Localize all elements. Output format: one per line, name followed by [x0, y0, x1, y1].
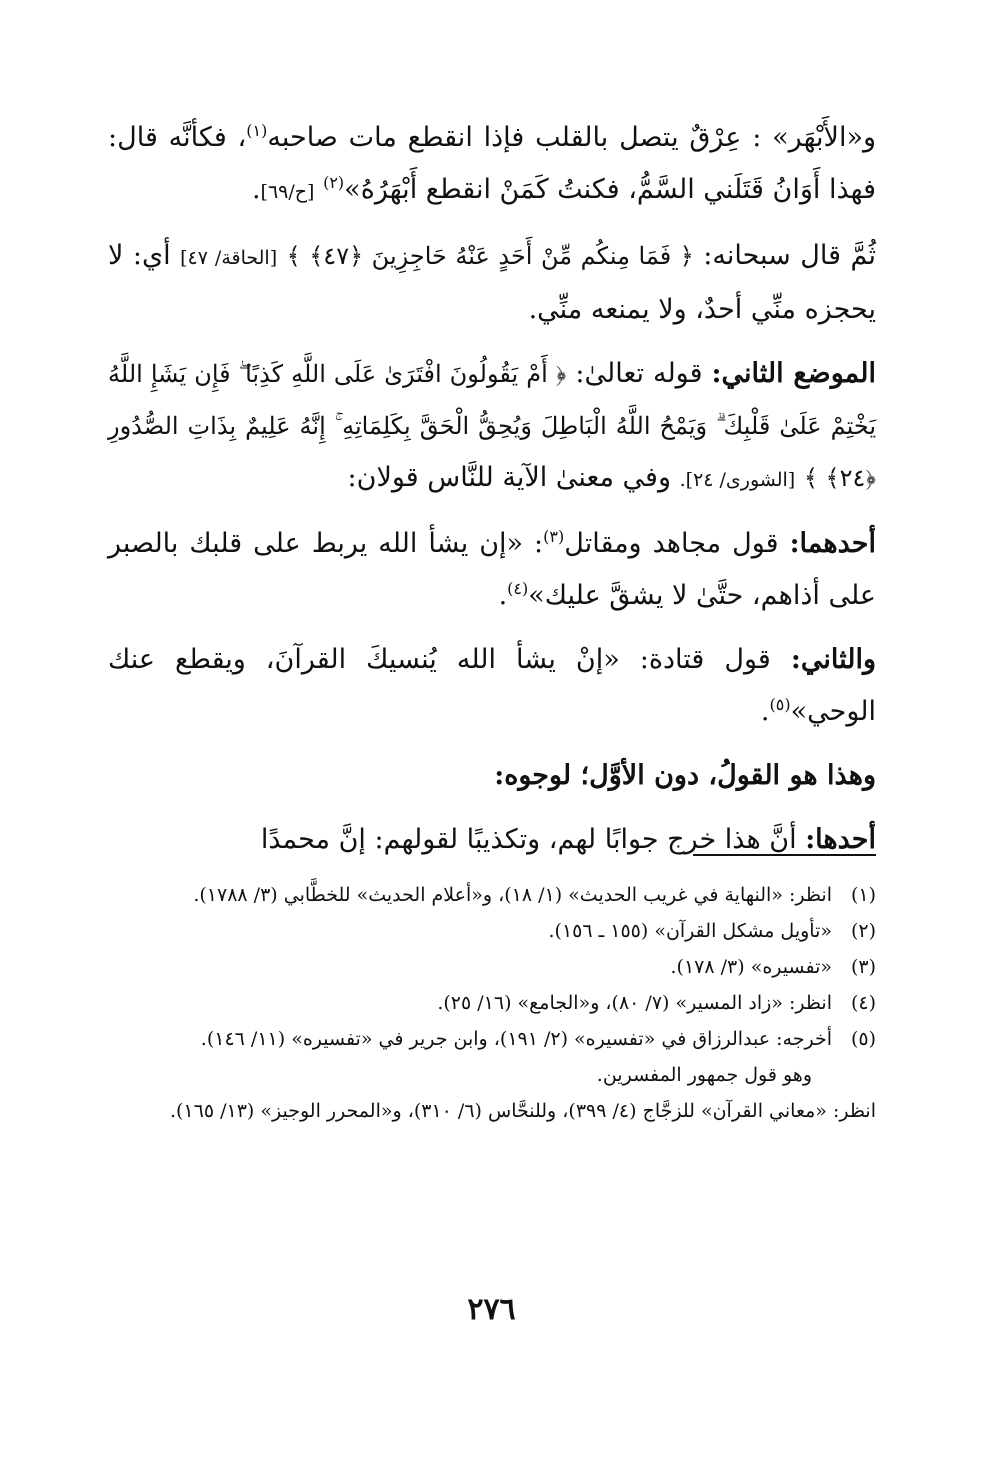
opinion-heading: أحدهما: [789, 528, 876, 559]
paragraph-text: قوله تعالىٰ: [575, 358, 703, 389]
section-heading: وهذا هو القولُ، دون الأوَّل؛ لوجوه: [494, 760, 876, 791]
footnote-marker[interactable]: (٥) [769, 695, 791, 714]
paragraph-haaqqa [108, 230, 876, 336]
main-text [108, 112, 876, 878]
footnote-1 [108, 877, 876, 913]
verse-reference: [الشورى/ ٢٤]. [679, 469, 796, 491]
opinion-heading: والثاني: [790, 644, 877, 675]
paragraph-preferred-opinion [108, 750, 876, 802]
footnote-number: (٥) [850, 1028, 876, 1050]
footnote-text: «تأويل مشكل القرآن» (١٥٥ ـ ١٥٦). [548, 920, 832, 942]
paragraph-abhar [108, 112, 876, 218]
paragraph-text: . [498, 580, 508, 611]
paragraph-text: أنَّ هذا خرج جوابًا لهم، وتكذيبًا لقولهم: إنَّ محمدًا [260, 824, 797, 855]
footnote-continuation: وهو قول جمهور المفسرين. [596, 1064, 812, 1086]
paragraph-text: ثُمَّ قال سبحانه: [703, 240, 876, 271]
paragraph-text: : «إن يشأ الله يربط على قلبك بالصبر على أذاهم، حتَّىٰ لا يشقَّ عليك» [108, 528, 876, 611]
paragraph-second-opinion [108, 634, 876, 738]
paragraph-text: وفي معنىٰ الآية للنَّاس قولان: [347, 462, 672, 493]
hadith-reference: [ح/٦٩] [260, 181, 315, 203]
footnote-text: أخرجه: عبدالرزاق في «تفسيره» (٢/ ١٩١)، وابن جرير في «تفسيره» (١١/ ١٤٦). [200, 1028, 832, 1050]
quran-verse: ﴿ فَمَا مِنكُم مِّنْ أَحَدٍ عَنْهُ حَاجِزِينَ ﴿٤٧﴾ ﴾ [286, 242, 694, 270]
footnote-separator [693, 854, 876, 856]
paragraph-second-place [108, 348, 876, 506]
section-heading: الموضع الثاني: [711, 358, 876, 389]
footnote-text: «تفسيره» (٣/ ١٧٨). [670, 956, 832, 978]
quran-verse: ﴿ أَمْ يَقُولُونَ افْتَرَىٰ عَلَى اللَّهِ كَذِبًا ۖ فَإِن يَشَإِ اللَّهُ يَخْتِمْ عَلَىٰ قَلْبِكَ ۗ وَيَمْحُ اللَّهُ الْبَاطِلَ وَيُحِقُّ الْحَقَّ بِكَلِمَاتِهِ ۚ إِنَّهُ عَلِيمٌ بِذَاتِ الصُّدُورِ ﴿٢٤﴾ ﴾ [108, 360, 876, 492]
footnote-continuation: انظر: «معاني القرآن» للزجَّاج (٤/ ٣٩٩)، وللنحَّاس (٦/ ٣١٠)، و«المحرر الوجيز» (١٣/ ١٦٥). [169, 1100, 876, 1122]
paragraph-text: . [760, 696, 770, 727]
paragraph-text: . [251, 174, 261, 205]
paragraph-text: و«الأَبْهَر» : عِرْقٌ يتصل بالقلب فإذا انقطع مات صاحبه [267, 122, 876, 153]
paragraph-text: قول قتادة: «إنْ يشأ الله يُنسيكَ القرآنَ، ويقطع عنك الوحي» [108, 644, 876, 727]
footnote-number: (٢) [850, 920, 876, 942]
paragraph-text: ، فكأنَّه قال: فهذا أَوَانُ قَتَلَني السَّمُّ، فكنتُ كَمَنْ انقطع أَبْهَرُهُ» [108, 122, 876, 205]
footnote-number: (٣) [850, 956, 876, 978]
paragraph-text: أي: لا يحجزه منِّي أحدٌ، ولا يمنعه منِّي. [108, 240, 876, 325]
footnote-marker[interactable]: (٢) [323, 173, 345, 192]
paragraph-text: قول مجاهد ومقاتل [564, 528, 779, 559]
footnote-marker[interactable]: (٤) [507, 579, 529, 598]
footnote-marker[interactable]: (٣) [543, 527, 565, 546]
footnote-5 [108, 1021, 876, 1057]
footnotes-section [108, 877, 876, 1129]
footnote-2 [108, 913, 876, 949]
footnote-text: انظر: «زاد المسير» (٧/ ٨٠)، و«الجامع» (١٦/ ٢٥). [437, 992, 832, 1014]
reason-heading: أحدها: [805, 824, 876, 855]
footnote-text: انظر: «النهاية في غريب الحديث» (١/ ١٨)، و«أعلام الحديث» للخطَّابي (٣/ ١٧٨٨). [193, 884, 832, 906]
footnote-number: (١) [850, 884, 876, 906]
page-number: ٢٧٦ [467, 1292, 516, 1327]
footnote-marker[interactable]: (١) [246, 121, 268, 140]
paragraph-first-opinion [108, 518, 876, 622]
footnote-4 [108, 985, 876, 1021]
footnote-3 [108, 949, 876, 985]
verse-reference: [الحاقة/ ٤٧] [180, 247, 278, 269]
footnote-number: (٤) [850, 992, 876, 1014]
paragraph-first-reason [108, 814, 876, 866]
